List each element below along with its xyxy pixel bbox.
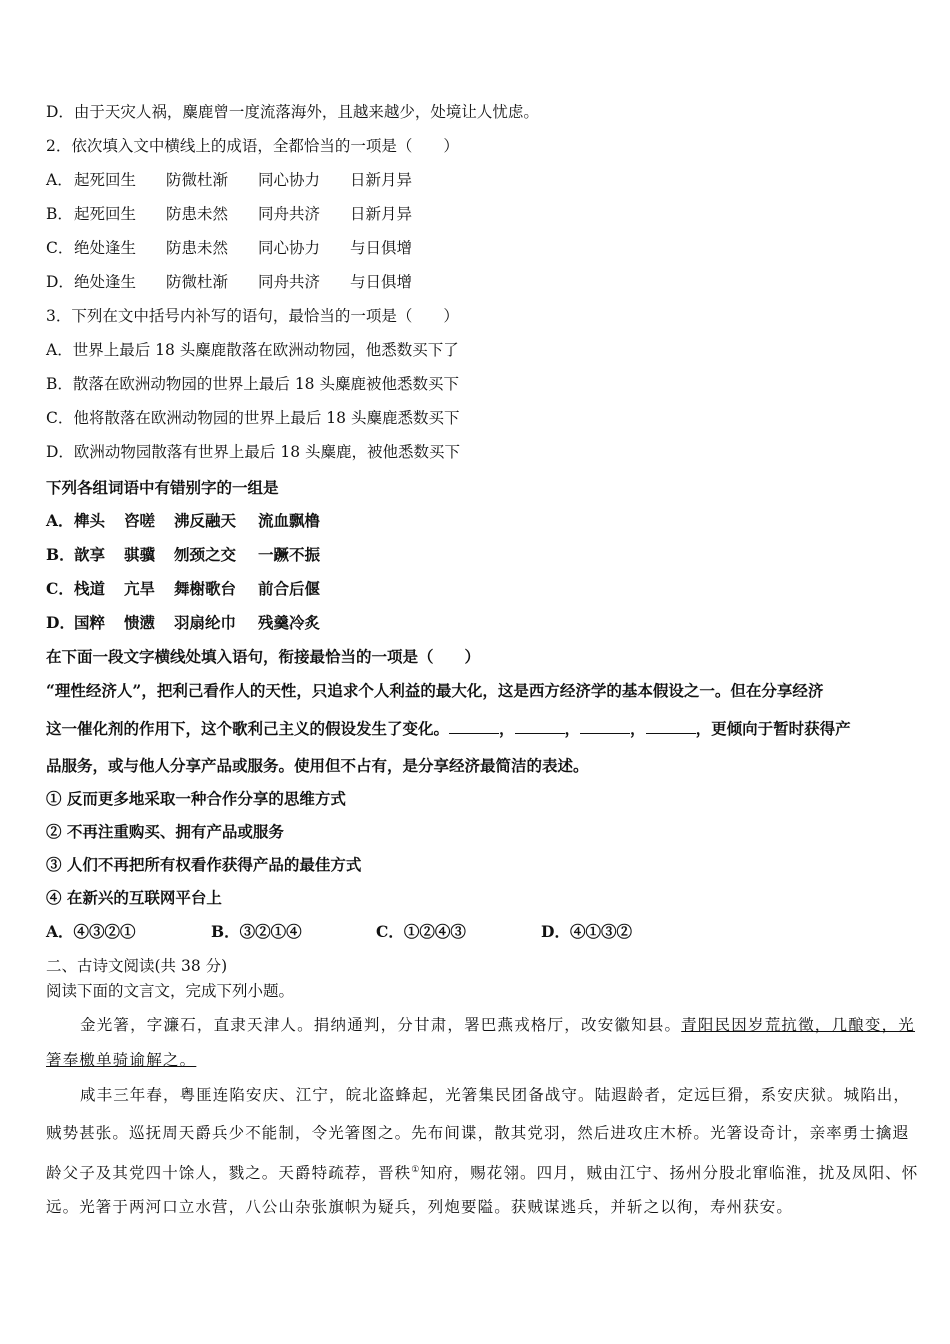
q2-option-d: D．绝处逢生 防微杜渐 同舟共济 与日俱增 [46,273,413,291]
q5-passage-line3: 品服务，或与他人分享产品或服务。使用但不占有，是分享经济最简洁的表述。 [46,756,589,775]
q3-option-a: A．世界上最后 18 头麋鹿散落在欧洲动物园，他悉数买下了 [46,341,459,359]
q5-passage-line1: “理性经济人”，把利己看作人的天性，只追求个人利益的最大化，这是西方经济学的基本假设之一。但在分享经济 [46,681,824,700]
q2-option-c: C．绝处逢生 防患未然 同心协力 与日俱增 [46,239,413,257]
q3-option-d: D．欧洲动物园散落有世界上最后 18 头麋鹿，被他悉数买下 [46,443,461,461]
q4-option-d: D．国粹 愦懑 羽扇纶巾 残羹冷炙 [46,613,321,632]
fill-blank-4 [646,719,696,734]
q5-option-c: C．①②④③ [376,922,466,941]
q4-option-a: A．榫头 咨嗟 沸反融天 流血飘橹 [46,511,321,530]
underlined-sentence: 青阳民因岁荒抗徵，几酿变，光 [681,1016,916,1034]
classical-paragraph-2-line4: 远。光箸于两河口立水营，八公山杂张旗帜为疑兵，列炮要隘。获贼谋逃兵，并斩之以徇，寿州获安。 [46,1198,794,1216]
classical-paragraph-1-line2 [46,1050,196,1070]
q5-option-a: A．④③②① [46,922,136,941]
q2-option-a: A．起死回生 防微杜渐 同心协力 日新月异 [46,171,413,189]
fill-blank-1 [449,719,499,734]
classical-paragraph-2-line2: 贼势甚张。巡抚周天爵兵少不能制，令光箸图之。先布间谍，散其党羽，然后进攻庄木桥。光箸设奇计，亲率勇士擒遐 [46,1124,910,1142]
q4-option-b: B．歆享 骐骥 刎颈之交 一蹶不振 [46,545,321,564]
classical-paragraph-2-line1: 咸丰三年春，粤匪连陷安庆、江宁，皖北盗蜂起，光箸集民团备战守。陆遐龄者，定远巨猾，系安庆狱。城陷出， [80,1086,911,1104]
q5-item-4: ④ 在新兴的互联网平台上 [46,888,222,907]
fill-blank-3 [580,719,630,734]
q3-option-b: B．散落在欧洲动物园的世界上最后 18 头麋鹿被他悉数买下 [46,375,459,393]
q5-passage-line2: 这一催化剂的作用下，这个歌利己主义的假设发生了变化。 ， ， ， ，更倾向于暂时获得产 [46,719,851,738]
q5-options [46,922,632,942]
fill-blank-2 [515,719,565,734]
q4-stem: 下列各组词语中有错别字的一组是 [46,478,279,497]
q5-item-2: ② 不再注重购买、拥有产品或服务 [46,822,284,841]
classical-paragraph-1-line1: 金光箸，字濂石，直隶天津人。捐纳通判，分甘肃，署巴燕戎格厅，改安徽知县。青阳民因岁荒抗徵，几酿变，光 [80,1016,916,1034]
underlined-sentence-cont: 箸奉檄单骑谕解之。 [46,1051,197,1069]
q5-option-b: B．③②①④ [211,922,302,941]
q2-option-b: B．起死回生 防患未然 同舟共济 日新月异 [46,205,413,223]
q5-stem: 在下面一段文字横线处填入语句，衔接最恰当的一项是（ ） [46,647,481,666]
q2-stem: 2．依次填入文中横线上的成语，全都恰当的一项是（ ） [46,137,459,155]
q5-item-1: ① 反而更多地采取一种合作分享的思维方式 [46,789,346,808]
q5-option-d: D．④①③② [541,922,632,941]
footnote-marker: ① [411,1165,421,1175]
classical-paragraph-2-line3: 龄父子及其党四十馀人，戮之。天爵特疏荐，晋秩①知府，赐花翎。四月，贼由江宁、扬州分股北窜临淮，扰及凤阳、怀 [46,1164,919,1183]
q4-option-c: C．栈道 亢旱 舞榭歌台 前合后偃 [46,579,321,598]
q3-stem: 3．下列在文中括号内补写的语句，最恰当的一项是（ ） [46,307,459,325]
section-intro: 阅读下面的文言文，完成下列小题。 [46,982,295,1000]
q5-item-3: ③ 人们不再把所有权看作获得产品的最佳方式 [46,855,362,874]
q3-option-c: C．他将散落在欧洲动物园的世界上最后 18 头麋鹿悉数买下 [46,409,460,427]
section-title: 二、古诗文阅读(共 38 分) [46,957,228,975]
q1-option-d: D．由于天灾人祸，麋鹿曾一度流落海外，且越来越少，处境让人忧虑。 [46,103,539,121]
